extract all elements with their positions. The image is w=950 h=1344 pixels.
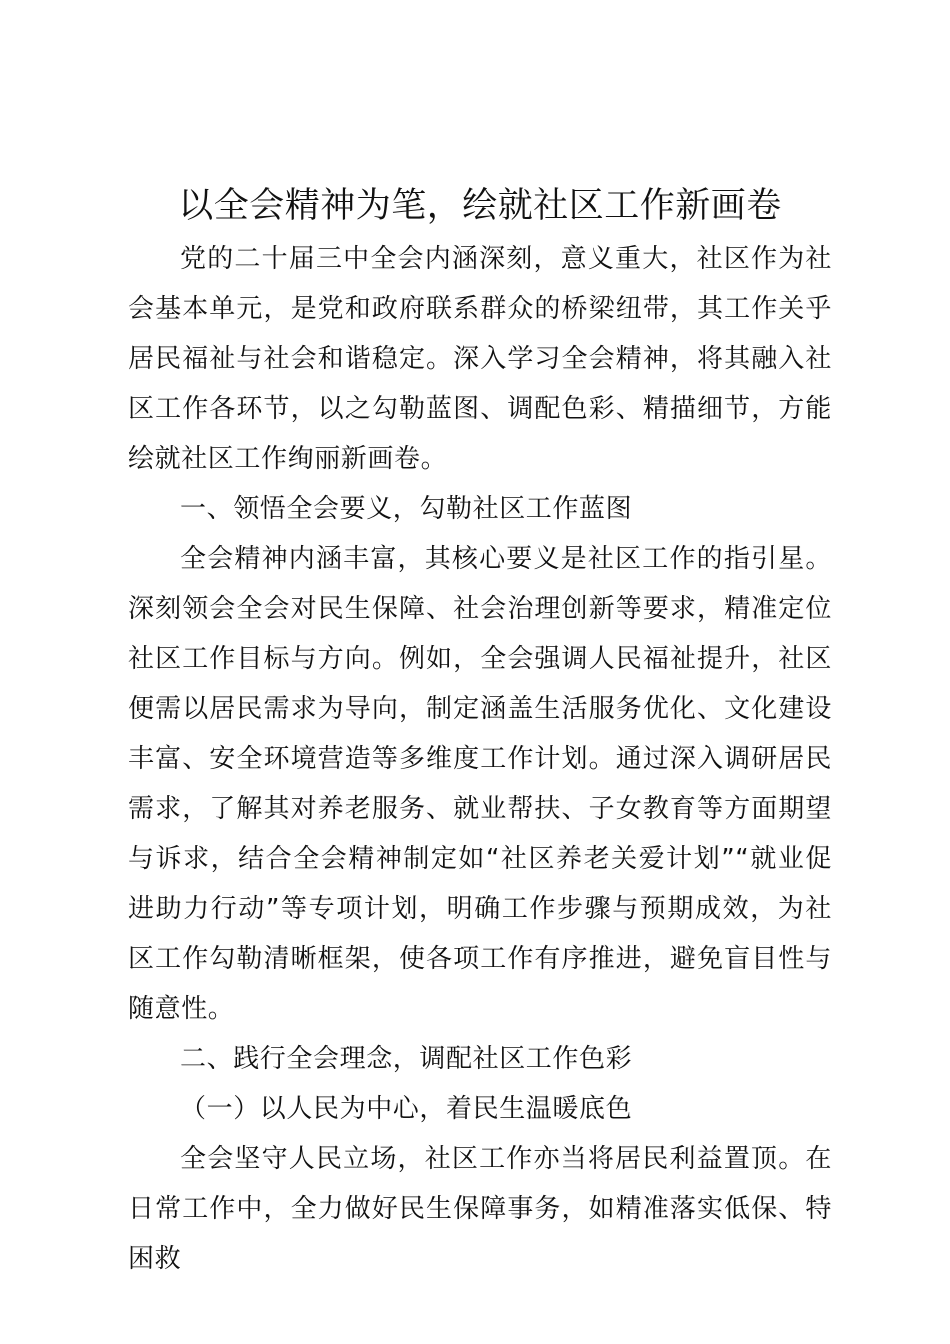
intro-paragraph: 党的二十届三中全会内涵深刻，意义重大，社区作为社会基本单元，是党和政府联系群众的桥梁纽带，其工作关乎居民福祉与社会和谐稳定。深入学习全会精神，将其融入社区工作各环节，以之勾勒蓝图、调配色彩、精描细节，方能绘就社区工作绚丽新画卷。	[128, 244, 832, 474]
document-title: 以全会精神为笔，绘就社区工作新画卷	[178, 186, 782, 226]
document-content	[128, 178, 832, 1284]
subsection-1-paragraph: 全会坚守人民立场，社区工作亦当将居民利益置顶。在日常工作中，全力做好民生保障事务，如精准落实低保、特困救	[128, 1144, 832, 1274]
section-2-heading: 二、践行全会理念，调配社区工作色彩	[180, 1044, 633, 1074]
section-1-heading: 一、领悟全会要义，勾勒社区工作蓝图	[180, 494, 633, 524]
section-1-paragraph: 全会精神内涵丰富，其核心要义是社区工作的指引星。深刻领会全会对民生保障、社会治理创新等要求，精准定位社区工作目标与方向。例如，全会强调人民福祉提升，社区便需以居民需求为导向，制定涵盖生活服务优化、文化建设丰富、安全环境营造等多维度工作计划。通过深入调研居民需求，了解其对养老服务、就业帮扶、子女教育等方面期望与诉求，结合全会精神制定如“社区养老关爱计划”“就业促进助力行动”等专项计划，明确工作步骤与预期成效，为社区工作勾勒清晰框架，使各项工作有序推进，避免盲目性与随意性。	[128, 544, 832, 1024]
subsection-1-heading: （一）以人民为中心，着民生温暖底色	[180, 1094, 633, 1124]
